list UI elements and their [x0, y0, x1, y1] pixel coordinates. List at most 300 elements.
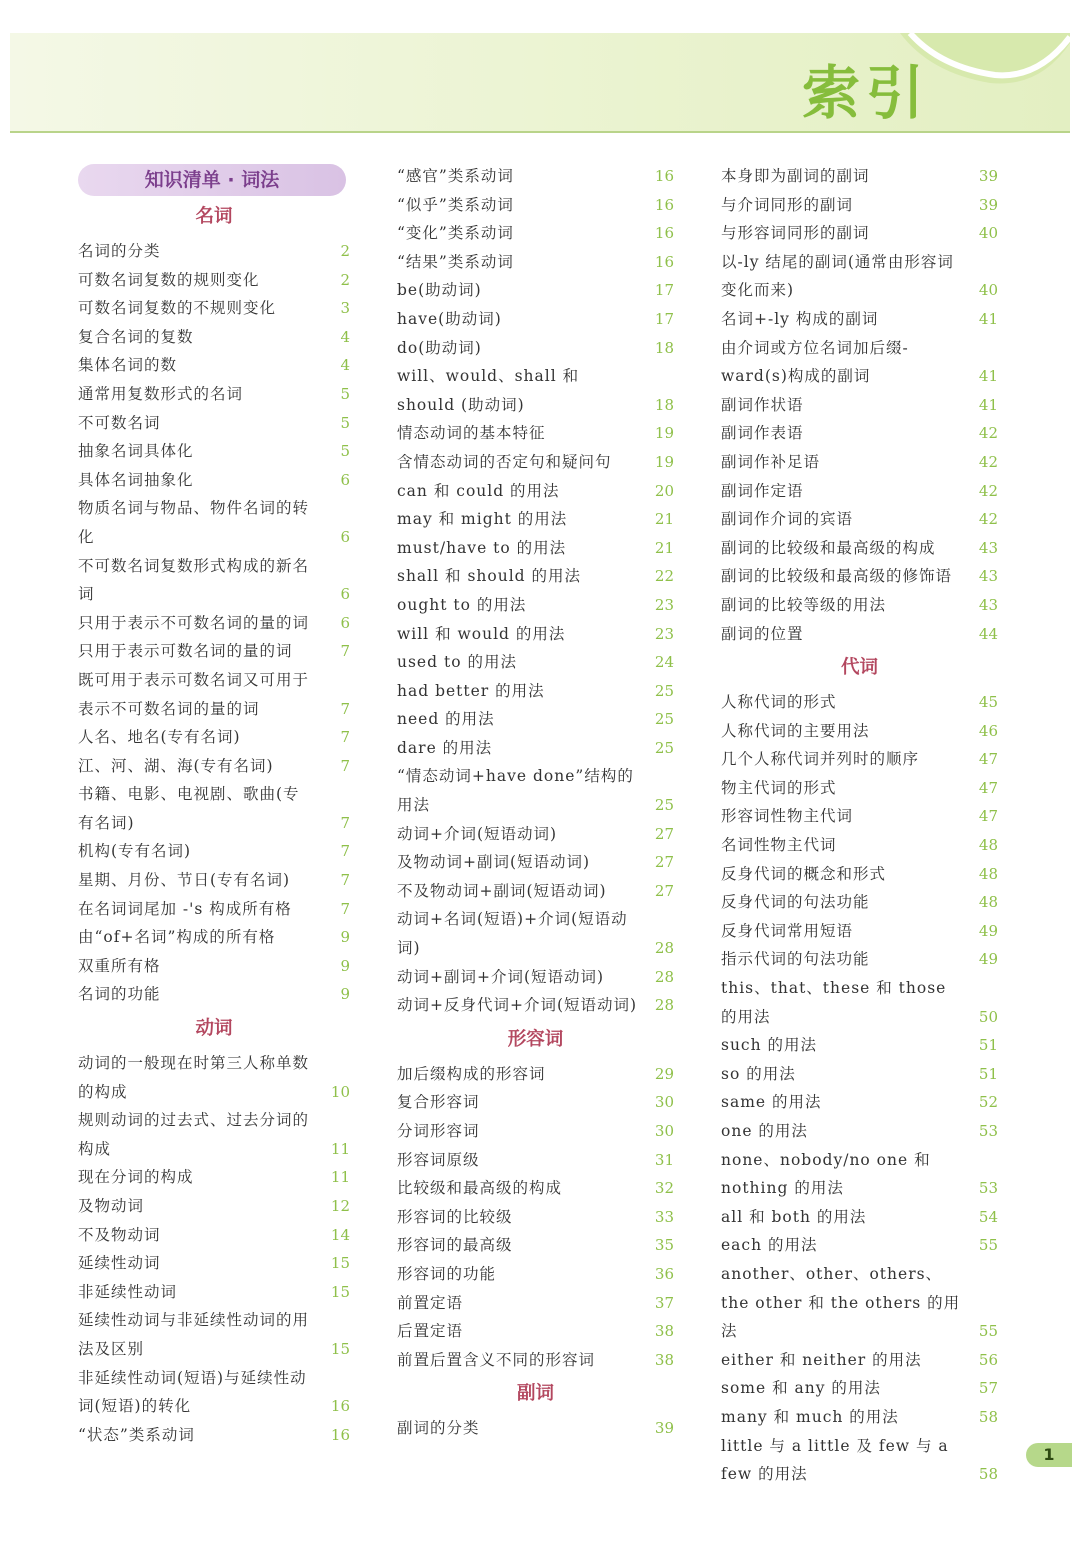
index-entry — [721, 917, 998, 946]
index-entry — [721, 1060, 998, 1089]
index-entry — [721, 391, 998, 420]
index-entry — [397, 248, 674, 277]
index-entry — [397, 276, 674, 305]
entry-title: 复合形容词 — [397, 1093, 480, 1112]
entry-title: 物主代词的形式 — [721, 778, 837, 797]
index-entry — [397, 905, 674, 962]
entry-page-number: 25 — [654, 796, 674, 815]
entry-title: 副词的位置 — [721, 624, 804, 643]
index-entry — [721, 1432, 998, 1489]
index-entry — [397, 991, 674, 1020]
entry-title: “情态动词+have done”结构的用法 — [397, 767, 634, 815]
entry-title: 含情态动词的否定句和疑问句 — [397, 452, 612, 471]
index-entry — [78, 266, 350, 295]
entry-page-number: 58 — [978, 1407, 998, 1426]
entry-page-number: 23 — [654, 595, 674, 614]
entry-title: such 的用法 — [721, 1036, 818, 1055]
index-entry — [78, 294, 350, 323]
header-rule — [10, 131, 1070, 133]
entry-title: 副词作介词的宾语 — [721, 510, 854, 529]
entry-page-number: 46 — [978, 721, 998, 740]
index-entry — [78, 666, 350, 723]
index-entry — [721, 1403, 998, 1432]
entry-page-number: 21 — [654, 510, 674, 529]
entry-title: 副词的比较级和最高级的构成 — [721, 538, 936, 557]
entry-page-number: 11 — [330, 1139, 350, 1158]
index-entry — [78, 237, 350, 266]
entry-page-number: 32 — [654, 1179, 674, 1198]
index-entry — [78, 437, 350, 466]
index-entry — [78, 980, 350, 1009]
index-entry — [78, 494, 350, 551]
entry-page-number: 43 — [978, 538, 998, 557]
index-entry — [78, 1249, 350, 1278]
entry-title: 反身代词常用短语 — [721, 921, 854, 940]
index-entry — [721, 1146, 998, 1203]
entry-title: many 和 much 的用法 — [721, 1407, 899, 1426]
entry-title: 不可数名词 — [78, 413, 161, 432]
entry-page-number: 33 — [654, 1207, 674, 1226]
entry-page-number: 5 — [340, 384, 350, 403]
index-entry — [78, 923, 350, 952]
entry-page-number: 15 — [330, 1282, 350, 1301]
entry-page-number: 3 — [340, 299, 350, 318]
entry-title: may 和 might 的用法 — [397, 510, 568, 529]
index-entry — [78, 1049, 350, 1106]
entry-title: 物质名词与物品、物件名词的转化 — [78, 499, 310, 546]
entry-title: 名词+-ly 构成的副词 — [721, 309, 879, 328]
entry-title: 规则动词的过去式、过去分词的构成 — [78, 1111, 310, 1158]
index-entry — [397, 1414, 674, 1443]
entry-title: 由介词或方位名词加后缀-ward(s)构成的副词 — [721, 338, 909, 386]
entry-page-number: 48 — [978, 864, 998, 883]
entry-page-number: 29 — [654, 1064, 674, 1083]
entry-page-number: 16 — [330, 1397, 350, 1416]
entry-page-number: 53 — [978, 1179, 998, 1198]
entry-page-number: 43 — [978, 567, 998, 586]
page-number: 1 — [1026, 1443, 1072, 1467]
entry-title: 既可用于表示可数名词又可用于表示不可数名词的量的词 — [78, 670, 310, 718]
index-entry — [721, 162, 998, 191]
index-entry — [721, 448, 998, 477]
index-entry — [397, 1289, 674, 1318]
index-entry — [397, 419, 674, 448]
index-entry — [721, 248, 998, 305]
index-entry — [721, 1203, 998, 1232]
entry-title: 加后缀构成的形容词 — [397, 1064, 546, 1083]
section-heading: 形容词 — [507, 1028, 564, 1050]
entry-title: each 的用法 — [721, 1236, 818, 1255]
entry-page-number: 7 — [340, 813, 350, 832]
index-entry — [397, 1117, 674, 1146]
index-entry — [721, 945, 998, 974]
entry-title: 情态动词的基本特征 — [397, 424, 546, 443]
entry-page-number: 4 — [340, 356, 350, 375]
entry-page-number: 5 — [340, 413, 350, 432]
entry-page-number: 16 — [330, 1425, 350, 1444]
entry-page-number: 27 — [654, 824, 674, 843]
entry-page-number: 47 — [978, 778, 998, 797]
entry-page-number: 30 — [654, 1093, 674, 1112]
entry-title: some 和 any 的用法 — [721, 1379, 881, 1398]
entry-title: 具体名词抽象化 — [78, 470, 194, 489]
entry-page-number: 27 — [654, 853, 674, 872]
entry-title: 可数名词复数的不规则变化 — [78, 299, 277, 318]
entry-title: 书籍、电影、电视剧、歌曲(专有名词) — [78, 785, 300, 832]
entry-title: same 的用法 — [721, 1093, 822, 1112]
index-entry — [397, 1203, 674, 1232]
entry-title: 副词的分类 — [397, 1419, 480, 1438]
entry-page-number: 57 — [978, 1379, 998, 1398]
index-entry — [78, 1106, 350, 1163]
index-entry — [721, 620, 998, 649]
entry-page-number: 6 — [340, 527, 350, 546]
index-entry — [78, 1192, 350, 1221]
entry-title: 人称代词的形式 — [721, 693, 837, 712]
index-column-3 — [721, 162, 998, 1489]
entry-page-number: 25 — [654, 738, 674, 757]
index-entry — [721, 562, 998, 591]
index-entry — [721, 1374, 998, 1403]
index-entry — [78, 1278, 350, 1307]
entry-page-number: 50 — [978, 1007, 998, 1026]
index-entry — [78, 1421, 350, 1450]
entry-title: 名词的功能 — [78, 985, 161, 1004]
entry-page-number: 7 — [340, 842, 350, 861]
entry-title: 通常用复数形式的名词 — [78, 384, 244, 403]
entry-page-number: 28 — [654, 996, 674, 1015]
entry-title: dare 的用法 — [397, 738, 493, 757]
index-entry — [78, 323, 350, 352]
index-entry — [397, 877, 674, 906]
index-entry — [397, 820, 674, 849]
entry-page-number: 19 — [654, 452, 674, 471]
entry-page-number: 16 — [654, 224, 674, 243]
entry-title: 延续性动词与非延续性动词的用法及区别 — [78, 1311, 310, 1358]
entry-title: none、nobody/no one 和 nothing 的用法 — [721, 1150, 931, 1198]
index-entry — [78, 952, 350, 981]
entry-page-number: 20 — [654, 481, 674, 500]
entry-page-number: 7 — [340, 699, 350, 718]
index-entry — [397, 334, 674, 363]
entry-page-number: 39 — [978, 195, 998, 214]
entry-page-number: 6 — [340, 613, 350, 632]
index-entry — [397, 534, 674, 563]
entry-page-number: 41 — [978, 367, 998, 386]
index-entry — [397, 1060, 674, 1089]
index-entry — [721, 745, 998, 774]
entry-page-number: 7 — [340, 728, 350, 747]
entry-page-number: 42 — [978, 452, 998, 471]
entry-page-number: 18 — [654, 338, 674, 357]
entry-title: all 和 both 的用法 — [721, 1207, 867, 1226]
index-entry — [78, 409, 350, 438]
entry-page-number: 39 — [978, 167, 998, 185]
entry-page-number: 25 — [654, 681, 674, 700]
entry-title: must/have to 的用法 — [397, 538, 567, 557]
entry-page-number: 14 — [330, 1225, 350, 1244]
entry-page-number: 7 — [340, 871, 350, 890]
index-column-2 — [397, 162, 674, 1443]
entry-title: 动词+反身代词+介词(短语动词) — [397, 996, 638, 1015]
entry-title: “状态”类系动词 — [78, 1425, 195, 1444]
entry-page-number: 54 — [978, 1207, 998, 1226]
index-entry — [78, 1306, 350, 1363]
entry-page-number: 7 — [340, 899, 350, 918]
entry-page-number: 16 — [654, 195, 674, 214]
index-entry — [721, 305, 998, 334]
entry-page-number: 16 — [654, 252, 674, 271]
index-entry — [397, 1174, 674, 1203]
index-entry — [397, 562, 674, 591]
entry-page-number: 7 — [340, 642, 350, 661]
index-entry — [397, 648, 674, 677]
entry-title: 动词的一般现在时第三人称单数的构成 — [78, 1054, 310, 1101]
entry-page-number: 2 — [340, 242, 350, 260]
index-entry — [721, 477, 998, 506]
index-entry — [78, 866, 350, 895]
entry-title: 抽象名词具体化 — [78, 442, 194, 461]
entry-page-number: 42 — [978, 510, 998, 529]
entry-page-number: 5 — [340, 442, 350, 461]
index-entry — [721, 860, 998, 889]
entry-title: 形容词原级 — [397, 1150, 480, 1169]
entry-page-number: 15 — [330, 1254, 350, 1273]
entry-page-number: 44 — [978, 624, 998, 643]
entry-title: another、other、others、the other 和 the others 的用法 — [721, 1264, 961, 1341]
index-entry — [721, 802, 998, 831]
entry-title: 前置后置含义不同的形容词 — [397, 1350, 596, 1369]
entry-page-number: 2 — [340, 270, 350, 289]
entry-title: 复合名词的复数 — [78, 327, 194, 346]
index-entry — [397, 477, 674, 506]
entry-page-number: 48 — [978, 893, 998, 912]
entry-title: “结果”类系动词 — [397, 252, 514, 271]
entry-title: had better 的用法 — [397, 681, 545, 700]
index-entry — [721, 419, 998, 448]
entry-page-number: 47 — [978, 807, 998, 826]
entry-page-number: 49 — [978, 921, 998, 940]
entry-title: 动词+介词(短语动词) — [397, 824, 558, 843]
entry-page-number: 17 — [654, 281, 674, 300]
section-heading: 名词 — [195, 206, 233, 227]
entry-title: 副词作表语 — [721, 424, 804, 443]
index-entry — [397, 705, 674, 734]
entry-title: 由“of+名词”构成的所有格 — [78, 928, 276, 947]
entry-title: 集体名词的数 — [78, 356, 178, 375]
index-entry — [721, 534, 998, 563]
entry-title: 延续性动词 — [78, 1254, 161, 1273]
entry-title: 副词的比较级和最高级的修饰语 — [721, 567, 953, 586]
entry-page-number: 28 — [654, 967, 674, 986]
index-entry — [721, 831, 998, 860]
entry-title: 可数名词复数的规则变化 — [78, 270, 260, 289]
entry-page-number: 18 — [654, 395, 674, 414]
entry-title: 名词的分类 — [78, 242, 161, 260]
entry-title: ought to 的用法 — [397, 595, 527, 614]
entry-title: either 和 neither 的用法 — [721, 1350, 922, 1369]
index-entry — [397, 1146, 674, 1175]
entry-title: little 与 a little 及 few 与 a few 的用法 — [721, 1436, 949, 1484]
entry-title: 非延续性动词 — [78, 1282, 178, 1301]
index-entry — [78, 1221, 350, 1250]
entry-title: do(助动词) — [397, 338, 482, 357]
entry-page-number: 41 — [978, 395, 998, 414]
index-entry — [78, 780, 350, 837]
entry-title: will、would、shall 和 should (助动词) — [397, 367, 580, 414]
entry-page-number: 48 — [978, 836, 998, 855]
index-entry — [397, 677, 674, 706]
entry-title: 副词作补足语 — [721, 452, 821, 471]
entry-page-number: 10 — [330, 1082, 350, 1101]
index-entry — [721, 1088, 998, 1117]
entry-page-number: 52 — [978, 1093, 998, 1112]
index-entry — [397, 1088, 674, 1117]
entry-page-number: 19 — [654, 424, 674, 443]
entry-page-number: 51 — [978, 1036, 998, 1055]
entry-page-number: 12 — [330, 1197, 350, 1215]
entry-title: 人名、地名(专有名词) — [78, 728, 241, 747]
index-entry — [78, 895, 350, 924]
entry-page-number: 56 — [978, 1350, 998, 1369]
index-entry — [721, 591, 998, 620]
index-entry — [721, 717, 998, 746]
entry-page-number: 16 — [654, 167, 674, 185]
index-entry — [397, 305, 674, 334]
entry-title: “似乎”类系动词 — [397, 195, 514, 214]
entry-page-number: 45 — [978, 693, 998, 712]
index-entry — [78, 1163, 350, 1192]
entry-title: “感官”类系动词 — [397, 167, 514, 185]
index-entry — [397, 762, 674, 819]
entry-page-number: 47 — [978, 750, 998, 769]
entry-page-number: 7 — [340, 756, 350, 775]
index-entry — [721, 1346, 998, 1375]
entry-page-number: 27 — [654, 881, 674, 900]
index-entry — [397, 1346, 674, 1375]
index-entry — [721, 888, 998, 917]
index-entry — [397, 734, 674, 763]
entry-page-number: 43 — [978, 595, 998, 614]
index-entry — [397, 448, 674, 477]
index-entry — [397, 963, 674, 992]
entry-title: 后置定语 — [397, 1322, 464, 1341]
entry-title: “变化”类系动词 — [397, 224, 514, 243]
entry-page-number: 24 — [654, 653, 674, 672]
entry-title: 形容词的最高级 — [397, 1236, 513, 1255]
index-entry — [397, 162, 674, 191]
entry-page-number: 38 — [654, 1350, 674, 1369]
entry-page-number: 4 — [340, 327, 350, 346]
index-entry — [78, 752, 350, 781]
entry-page-number: 55 — [978, 1322, 998, 1341]
entry-title: 只用于表示不可数名词的量的词 — [78, 613, 310, 632]
entry-title: 动词+名词(短语)+介词(短语动词) — [397, 910, 628, 958]
entry-title: shall 和 should 的用法 — [397, 567, 582, 586]
entry-page-number: 36 — [654, 1264, 674, 1283]
entry-page-number: 25 — [654, 710, 674, 729]
index-entry — [78, 351, 350, 380]
entry-title: 形容词的比较级 — [397, 1207, 513, 1226]
entry-title: 江、河、湖、海(专有名词) — [78, 756, 274, 775]
entry-page-number: 40 — [978, 281, 998, 300]
index-entry — [721, 1260, 998, 1346]
entry-title: 副词作状语 — [721, 395, 804, 414]
index-entry — [397, 219, 674, 248]
entry-page-number: 6 — [340, 585, 350, 604]
index-entry — [78, 637, 350, 666]
entry-page-number: 11 — [330, 1168, 350, 1187]
entry-title: 与介词同形的副词 — [721, 195, 854, 214]
entry-page-number: 22 — [654, 567, 674, 586]
entry-title: 形容词性物主代词 — [721, 807, 854, 826]
entry-title: 以-ly 结尾的副词(通常由形容词变化而来) — [721, 252, 954, 300]
index-entry — [397, 1260, 674, 1289]
entry-page-number: 6 — [340, 470, 350, 489]
entry-title: 形容词的功能 — [397, 1264, 497, 1283]
section-heading: 动词 — [195, 1018, 233, 1040]
entry-title: 星期、月份、节日(专有名词) — [78, 871, 291, 890]
entry-page-number: 49 — [978, 950, 998, 969]
entry-title: used to 的用法 — [397, 653, 517, 672]
index-entry — [721, 774, 998, 803]
entry-page-number: 41 — [978, 309, 998, 328]
entry-page-number: 38 — [654, 1322, 674, 1341]
section-heading: 副词 — [516, 1383, 554, 1405]
entry-title: 反身代词的概念和形式 — [721, 864, 887, 883]
entry-page-number: 28 — [654, 939, 674, 958]
index-column-1 — [78, 162, 350, 1449]
entry-title: 反身代词的句法功能 — [721, 893, 870, 912]
page-title: 索引 — [801, 59, 930, 127]
index-entry — [721, 1231, 998, 1260]
entry-title: 双重所有格 — [78, 956, 161, 975]
entry-title: so 的用法 — [721, 1064, 796, 1083]
entry-page-number: 53 — [978, 1122, 998, 1140]
entry-page-number: 17 — [654, 309, 674, 328]
index-entry — [78, 466, 350, 495]
index-entry — [397, 1317, 674, 1346]
entry-title: can 和 could 的用法 — [397, 481, 560, 500]
index-entry — [397, 848, 674, 877]
entry-title: 在名词词尾加 -'s 构成所有格 — [78, 899, 292, 918]
entry-title: 分词形容词 — [397, 1122, 480, 1140]
index-entry — [397, 591, 674, 620]
index-entry — [78, 723, 350, 752]
index-entry — [721, 191, 998, 220]
entry-title: 与形容词同形的副词 — [721, 224, 870, 243]
entry-title: 副词的比较等级的用法 — [721, 595, 887, 614]
entry-title: 非延续性动词(短语)与延续性动词(短语)的转化 — [78, 1368, 307, 1416]
index-entry — [397, 362, 674, 419]
entry-page-number: 35 — [654, 1236, 674, 1255]
index-entry — [721, 505, 998, 534]
entry-page-number: 23 — [654, 624, 674, 643]
index-entry — [721, 974, 998, 1031]
entry-title: 本身即为副词的副词 — [721, 167, 870, 185]
entry-title: 前置定语 — [397, 1293, 464, 1312]
entry-page-number: 21 — [654, 538, 674, 557]
entry-title: 动词+副词+介词(短语动词) — [397, 967, 605, 986]
entry-page-number: 9 — [340, 956, 350, 975]
entry-page-number: 9 — [340, 928, 350, 947]
entry-title: will 和 would 的用法 — [397, 624, 566, 643]
category-heading: 知识清单 · 词法 — [78, 164, 346, 196]
index-entry — [721, 1117, 998, 1146]
entry-title: have(助动词) — [397, 309, 502, 328]
index-entry — [397, 505, 674, 534]
entry-page-number: 39 — [654, 1419, 674, 1438]
